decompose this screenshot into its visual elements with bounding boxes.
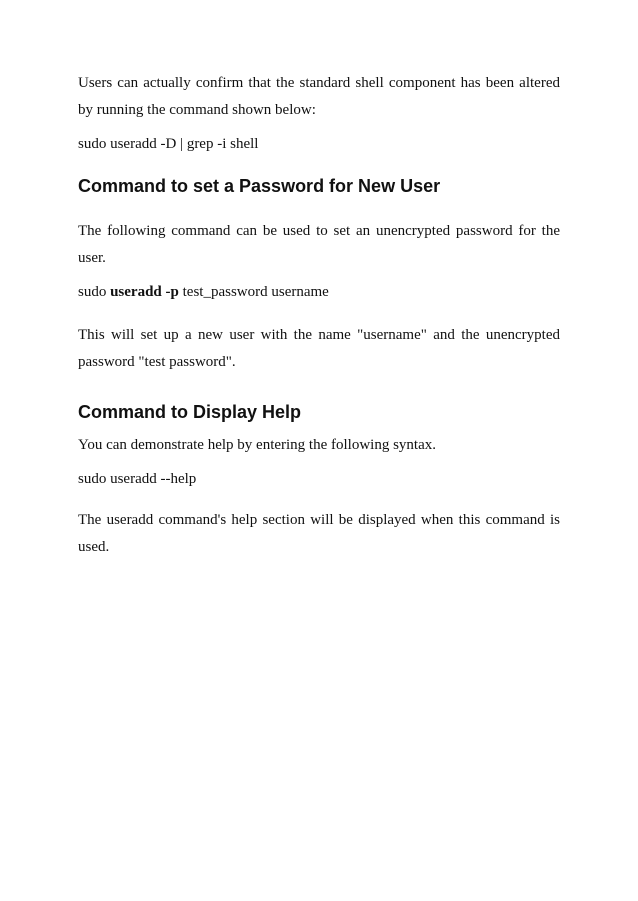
intro-paragraph: Users can actually confirm that the standard shell component has been altered by running the command shown below: (78, 75, 560, 118)
help-description: You can demonstrate help by entering the following syntax. (78, 437, 436, 453)
password-command-bold: useradd -p (110, 284, 179, 300)
document-content (78, 70, 560, 561)
password-command-suffix: test_password username (178, 284, 329, 300)
password-description: The following command can be used to set an unencrypted password for the user. (78, 223, 560, 266)
password-command (78, 282, 560, 302)
password-command-prefix: sudo (78, 284, 111, 300)
help-section-heading: Command to Display Help (78, 402, 302, 422)
help-explanation: The useradd command's help section will be displayed when this command is used. (78, 512, 560, 555)
shell-check-command: sudo useradd -D | grep -i shell (78, 136, 259, 152)
password-explanation: This will set up a new user with the name "username" and the unencrypted password "test password". (78, 327, 560, 370)
help-command: sudo useradd --help (78, 471, 197, 487)
password-section-heading: Command to set a Password for New User (78, 176, 441, 196)
